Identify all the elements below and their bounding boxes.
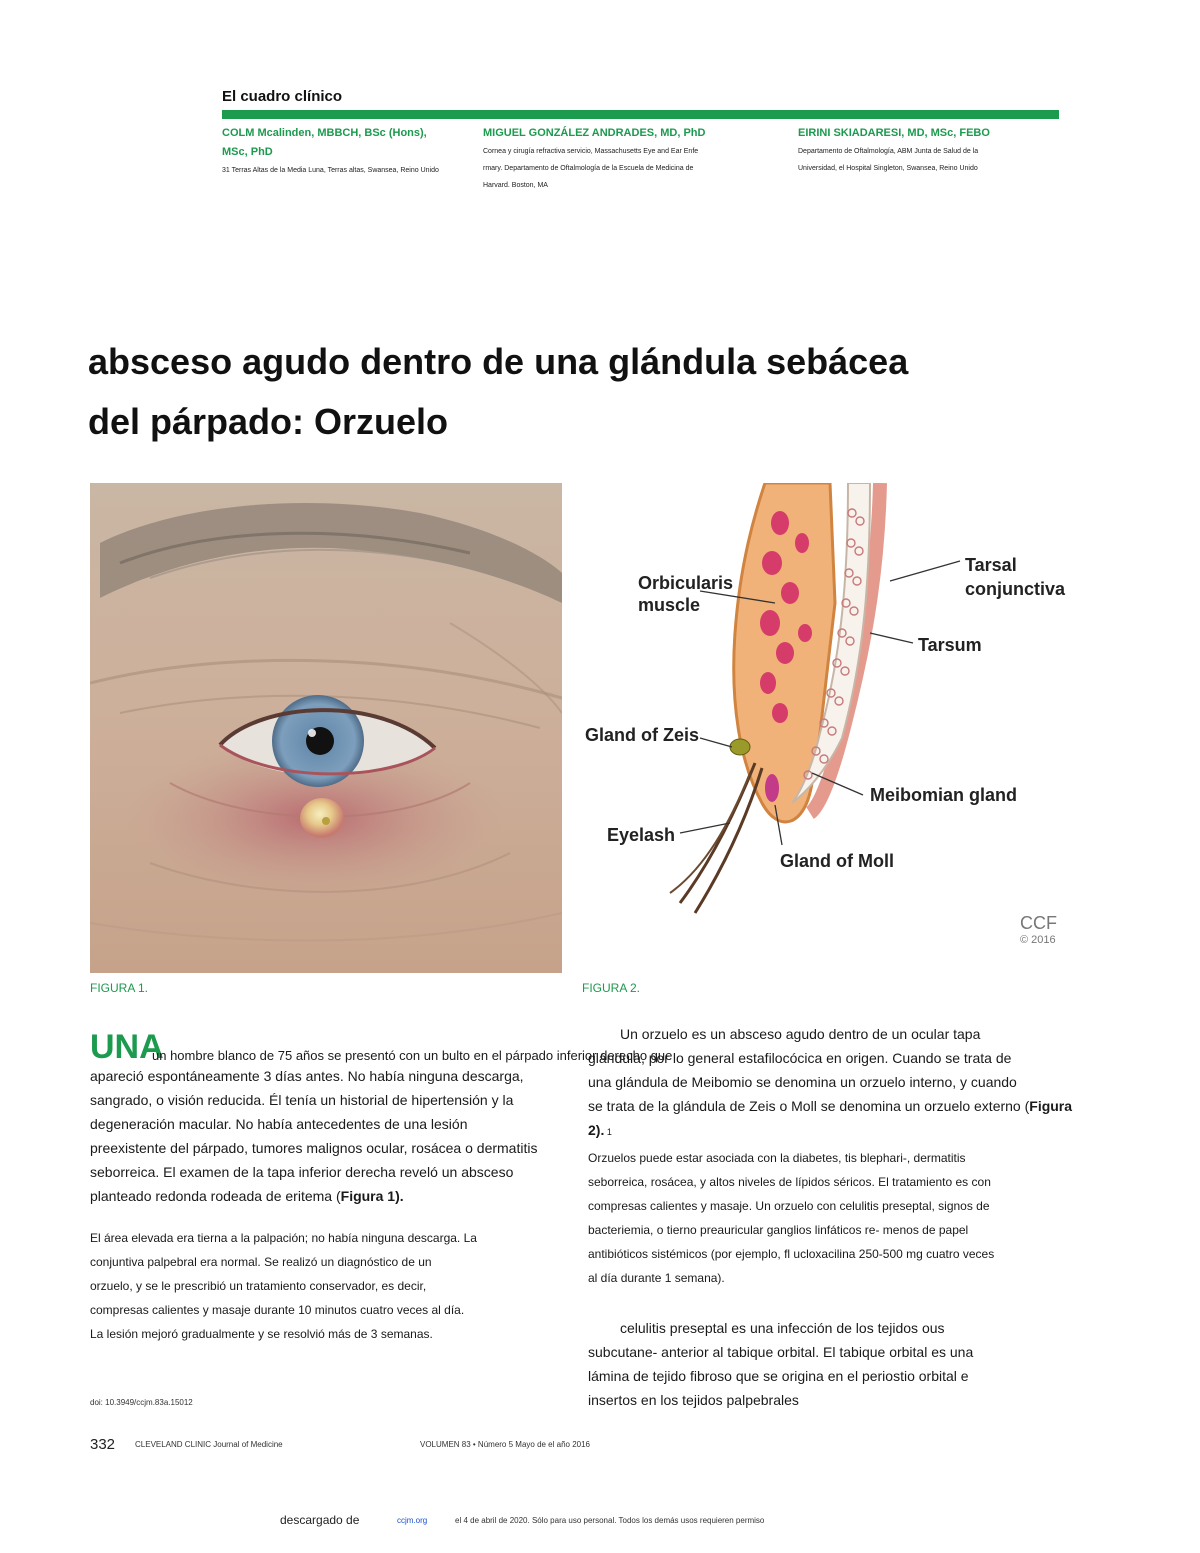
text-line: apareció espontáneamente 3 días antes. No había ninguna descarga, xyxy=(90,1068,524,1084)
author-name: MSc, PhD xyxy=(222,146,273,158)
text-line: Un orzuelo es un absceso agudo dentro de un ocular tapa xyxy=(620,1026,981,1042)
text-line: al día durante 1 semana). xyxy=(588,1271,725,1285)
label-tarsum: Tarsum xyxy=(918,635,982,655)
download-link[interactable]: ccjm.org xyxy=(397,1516,428,1525)
paragraph-opening xyxy=(90,1028,673,1066)
paragraph-2 xyxy=(90,1226,570,1346)
copyright: © 2016 xyxy=(1020,934,1056,946)
text-line: orzuelo, y se le prescribió un tratamiento conservador, es decir, xyxy=(90,1279,427,1293)
text-line: seborreica. El examen de la tapa inferior derecha reveló un absceso xyxy=(90,1164,514,1180)
title-line: absceso agudo dentro de una glándula sebácea xyxy=(88,341,909,382)
text-line: celulitis preseptal es una infección de los tejidos ous xyxy=(620,1320,945,1336)
text-line: seborreica, rosácea, y altos niveles de lípidos séricos. El tratamiento es con xyxy=(588,1175,991,1189)
label-orbicularis: muscle xyxy=(638,595,701,615)
label-eyelash: Eyelash xyxy=(607,825,676,845)
doi: doi: 10.3949/ccjm.83a.15012 xyxy=(90,1398,193,1407)
label-meibomian: Meibomian gland xyxy=(870,785,1018,805)
article-title xyxy=(88,332,1088,452)
figure-ref[interactable]: Figura 1). xyxy=(340,1188,404,1204)
author-block-1 xyxy=(222,124,472,179)
figure-1-caption: FIGURA 1. xyxy=(90,981,149,995)
text-line: compresas calientes y masaje. Un orzuelo con celulitis preseptal, signos de xyxy=(588,1199,990,1213)
author-affiliation: Cornea y cirugía refractiva servicio, Massachusetts Eye and Ear Enfe xyxy=(483,148,699,155)
text-line: planteado redonda rodeada de eritema ( xyxy=(90,1188,341,1204)
opening-line: un hombre blanco de 75 años se presentó con un bulto en el párpado inferior derecho que xyxy=(152,1048,673,1063)
dropcap: UNA xyxy=(90,1028,164,1066)
figure-1-photo xyxy=(90,483,562,973)
label-tarsal: conjunctiva xyxy=(965,579,1066,599)
label-orbicularis: Orbicularis xyxy=(638,573,734,593)
text-line: insertos en los tejidos palpebrales xyxy=(588,1392,799,1408)
paragraph-2 xyxy=(588,1146,1118,1290)
author-affiliation: rmary. Departamento de Oftalmología de la Escuela de Medicina de xyxy=(483,165,694,172)
right-column xyxy=(588,1022,1118,1412)
label-tarsal: Tarsal xyxy=(965,555,1017,575)
text-line: lámina de tejido fibroso que se origina en el periostio orbital e xyxy=(588,1368,969,1384)
author-name: MIGUEL GONZÁLEZ ANDRADES, MD, PhD xyxy=(483,127,706,139)
text-line: compresas calientes y masaje durante 10 minutos cuatro veces al día. xyxy=(90,1303,465,1317)
paragraph-1 xyxy=(90,1064,570,1208)
label-moll: Gland of Moll xyxy=(780,851,894,871)
text-line: degeneración macular. No había antecedentes de una lesión xyxy=(90,1116,468,1132)
text-line: subcutane- anterior al tabique orbital. El tabique orbital es una xyxy=(588,1344,974,1360)
text-line: preexistente del párpado, tumores malignos ocular, rosácea o dermatitis xyxy=(90,1140,538,1156)
download-notice: el 4 de abril de 2020. Sólo para uso personal. Todos los demás usos requieren permiso xyxy=(455,1516,765,1525)
text-line: Orzuelos puede estar asociada con la diabetes, tis blephari-, dermatitis xyxy=(588,1151,966,1165)
text-line: antibióticos sistémicos (por ejemplo, fl ucloxacilina 250-500 mg cuatro veces xyxy=(588,1247,995,1261)
author-affiliation: Harvard. Boston, MA xyxy=(483,182,548,189)
journal-name: CLEVELAND CLINIC Journal of Medicine xyxy=(135,1440,283,1449)
text-line: bacteriemia, o tierno preauricular ganglios linfáticos re- menos de papel xyxy=(588,1223,969,1237)
text-line: glándula, por lo general estafilocócica en origen. Cuando se trata de xyxy=(588,1050,1012,1066)
ccf-logo: CCF xyxy=(1020,913,1057,933)
author-affiliation: Departamento de Oftalmología, ABM Junta de Salud de la xyxy=(798,148,979,155)
figure-ref[interactable]: Figura xyxy=(1029,1098,1073,1114)
download-prefix: descargado de xyxy=(280,1513,360,1527)
text-line: una glándula de Meibomio se denomina un orzuelo interno, y cuando xyxy=(588,1074,1017,1090)
figure-2-diagram xyxy=(580,483,1080,973)
issue-info: VOLUMEN 83 • Número 5 Mayo de el año 2016 xyxy=(420,1440,590,1449)
text-line: sangrado, o visión reducida. Él tenía un historial de hipertensión y la xyxy=(90,1092,514,1108)
label-zeis: Gland of Zeis xyxy=(585,725,700,745)
author-block-2 xyxy=(483,124,773,194)
paragraph-1 xyxy=(588,1022,1118,1144)
text-line: El área elevada era tierna a la palpación; no había ninguna descarga. La xyxy=(90,1231,477,1245)
paragraph-3 xyxy=(588,1316,1118,1412)
author-name: COLM Mcalinden, MBBCH, BSc (Hons), xyxy=(222,127,427,139)
text-line: se trata de la glándula de Zeis o Moll se denomina un orzuelo externo ( xyxy=(588,1098,1030,1114)
section-label: El cuadro clínico xyxy=(222,88,343,105)
section-divider xyxy=(222,110,1059,119)
figure-2-caption: FIGURA 2. xyxy=(582,981,641,995)
author-affiliation: 31 Terras Altas de la Media Luna, Terras altas, Swansea, Reino Unido xyxy=(222,167,439,174)
author-block-3 xyxy=(798,124,1068,177)
title-line: del párpado: Orzuelo xyxy=(88,401,449,442)
author-name: EIRINI SKIADARESI, MD, MSc, FEBO xyxy=(798,127,990,139)
eye-stye-photo xyxy=(90,483,562,973)
text-line: La lesión mejoró gradualmente y se resolvió más de 3 semanas. xyxy=(90,1327,433,1341)
figure-ref[interactable]: 2). xyxy=(588,1122,605,1138)
author-affiliation: Universidad, el Hospital Singleton, Swansea, Reino Unido xyxy=(798,165,978,172)
page-number: 332 xyxy=(90,1436,116,1453)
superscript-ref: 1 xyxy=(604,1127,612,1137)
text-line: conjuntiva palpebral era normal. Se realizó un diagnóstico de un xyxy=(90,1255,432,1269)
eyelid-anatomy-diagram xyxy=(580,483,1080,973)
